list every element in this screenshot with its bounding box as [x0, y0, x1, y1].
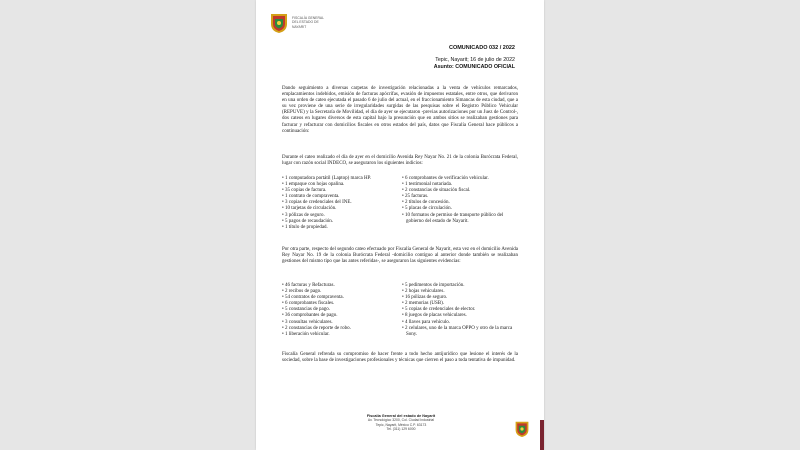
- footer-address: [356, 414, 446, 432]
- list-item: • 4 llaves para vehículo.: [402, 320, 522, 326]
- list-item: • 6 comprobantes fiscales.: [282, 301, 402, 307]
- list-item: • 1 título de propiedad.: [282, 225, 402, 231]
- list-item: • 10 tarjetas de circulación.: [282, 206, 402, 212]
- list-item: • 2 recibos de pago.: [282, 289, 402, 295]
- first-evidence-list: [282, 176, 522, 231]
- second-evidence-list: [282, 283, 522, 338]
- list-item: • 5 pedimentos de importación.: [402, 283, 522, 289]
- communique-number: COMUNICADO 032 / 2022: [448, 45, 515, 51]
- list-column-right: [402, 176, 522, 225]
- footer-org-name: Fiscalía General del estado de Nayarit: [366, 414, 436, 418]
- document-page: [256, 0, 544, 450]
- list-item: • 8 juegos de placas vehiculares.: [402, 313, 522, 319]
- list-item: • 5 pagos de recaudación.: [282, 219, 402, 225]
- list-item: • 2 títulos de concesión.: [402, 200, 522, 206]
- list-column-left: [282, 176, 402, 231]
- list-item: • 1 testimonial notariada.: [402, 182, 522, 188]
- first-search-paragraph: Durante el cateo realizado el día de ayer en el domicilio Avenida Rey Nayar No. 21 de la colonia Burócrata Federal, lugar con razón social INDECO, se aseguraron los siguientes indicios:: [282, 155, 518, 167]
- list-item: • 2 memorias (USB).: [402, 301, 522, 307]
- list-item: • 54 contratos de compraventa.: [282, 295, 402, 301]
- closing-paragraph: Fiscalía General refrenda su compromiso de hacer frente a todo hecho antijurídico que lesione el interés de la sociedad, sobre la base de investigaciones profesionales y técnicas que cierren el paso a toda tentativa de impunidad.: [282, 352, 518, 364]
- org-line: NAYARIT: [292, 24, 307, 29]
- footer-seal-logo: [514, 420, 530, 438]
- list-item: • 2 constancias de situación fiscal.: [402, 188, 522, 194]
- list-item: • 3 copias de credenciales del INE.: [282, 200, 402, 206]
- list-column-left: [282, 283, 402, 338]
- org-line: DEL ESTADO DE: [292, 20, 319, 25]
- list-item: • 2 constancias de reporte de robo.: [282, 326, 402, 332]
- footer-address-line: Tepic, Nayarit, México C.P. 63173: [375, 422, 427, 427]
- list-item: • 3 pólizas de seguro.: [282, 213, 402, 219]
- list-item: • 35 copias de factura.: [282, 188, 402, 194]
- list-item: • 1 computadora portátil (Laptop) marca HP.: [282, 176, 402, 182]
- list-item: • 25 facturas.: [402, 194, 522, 200]
- date-line: Tepic, Nayarit; 16 de julio de 2022: [435, 57, 515, 63]
- date-block: [434, 57, 515, 71]
- list-item: • 5 constancias de pago.: [282, 307, 402, 313]
- list-item: • 1 liberación vehicular.: [282, 332, 402, 338]
- list-item: • 3 consultas vehiculares.: [282, 320, 402, 326]
- page-edge-stripe: [540, 420, 544, 450]
- list-item: • 2 hojas vehiculares.: [402, 289, 522, 295]
- list-item: • 6 comprobantes de verificación vehicular.: [402, 176, 522, 182]
- footer-phone: Tel. (311) 129 6000: [386, 427, 416, 432]
- intro-paragraph: Dando seguimiento a diversas carpetas de investigación relacionadas a la venta de vehículos remarcados, emplacamientos indebidos, emisión de facturas apócrifas, evasión de impuestos estatales, entre otros, que derivaron en una orden de cateo ejecutada el pasado 6 de julio del actual, en el fraccionamiento Simancas de esta ciudad, que a su vez proviene de una serie de irregularidades surgidas de las pesquisas sobre el Registro Público Vehicular (REPUVE) y la Secretaría de Movilidad, el día de ayer se ejecutaron -previas autorizaciones por un Juez de Control-, dos cateos en lugares diversos de esta capital bajo la presunción que en ambos sitios se realizaban gestiones para facturar y refacturar con domicilios fiscales en otros estados del país, datos que Fiscalía General hace públicos a continuación:: [282, 86, 518, 134]
- footer-address-line: Av. Tecnológico 3200, Col. Ciudad Industrial: [367, 418, 435, 423]
- state-seal-logo: [269, 12, 289, 34]
- list-item: • 16 pólizas de seguro.: [402, 295, 522, 301]
- subject-value: COMUNICADO OFICIAL: [455, 64, 515, 70]
- list-item: • 1 empaque con hojas opalina.: [282, 182, 402, 188]
- list-item: • 5 copias de credenciales de elector.: [402, 307, 522, 313]
- second-search-paragraph: Por otra parte, respecto del segundo cateo efectuado por Fiscalía General de Nayarit, esta vez en el domicilio Avenida Rey Nayar No. 19 de la colonia Burócrata Federal -domicilio contiguo al anterior donde también se realizaban gestiones del mismo tipo que las antes referidas-, se aseguraron las siguientes evidencias:: [282, 247, 518, 265]
- list-item: • 46 facturas y Refacturas.: [282, 283, 402, 289]
- list-item: • 36 comprobantes de pago.: [282, 313, 402, 319]
- org-name: [292, 16, 352, 29]
- subject-line: [434, 64, 515, 71]
- list-column-right: [402, 283, 522, 338]
- list-item: • 1 contrato de compraventa.: [282, 194, 402, 200]
- org-line: FISCALÍA GENERAL: [292, 16, 325, 20]
- subject-label: Asunto:: [433, 64, 454, 70]
- list-item: • 5 placas de circulación.: [402, 206, 522, 212]
- list-item: • 10 formatos de permiso de transporte público del gobierno del estado de Nayarit.: [402, 213, 522, 225]
- list-item: • 2 celulares, uno de la marca OPPO y otro de la marca Sony.: [402, 326, 522, 338]
